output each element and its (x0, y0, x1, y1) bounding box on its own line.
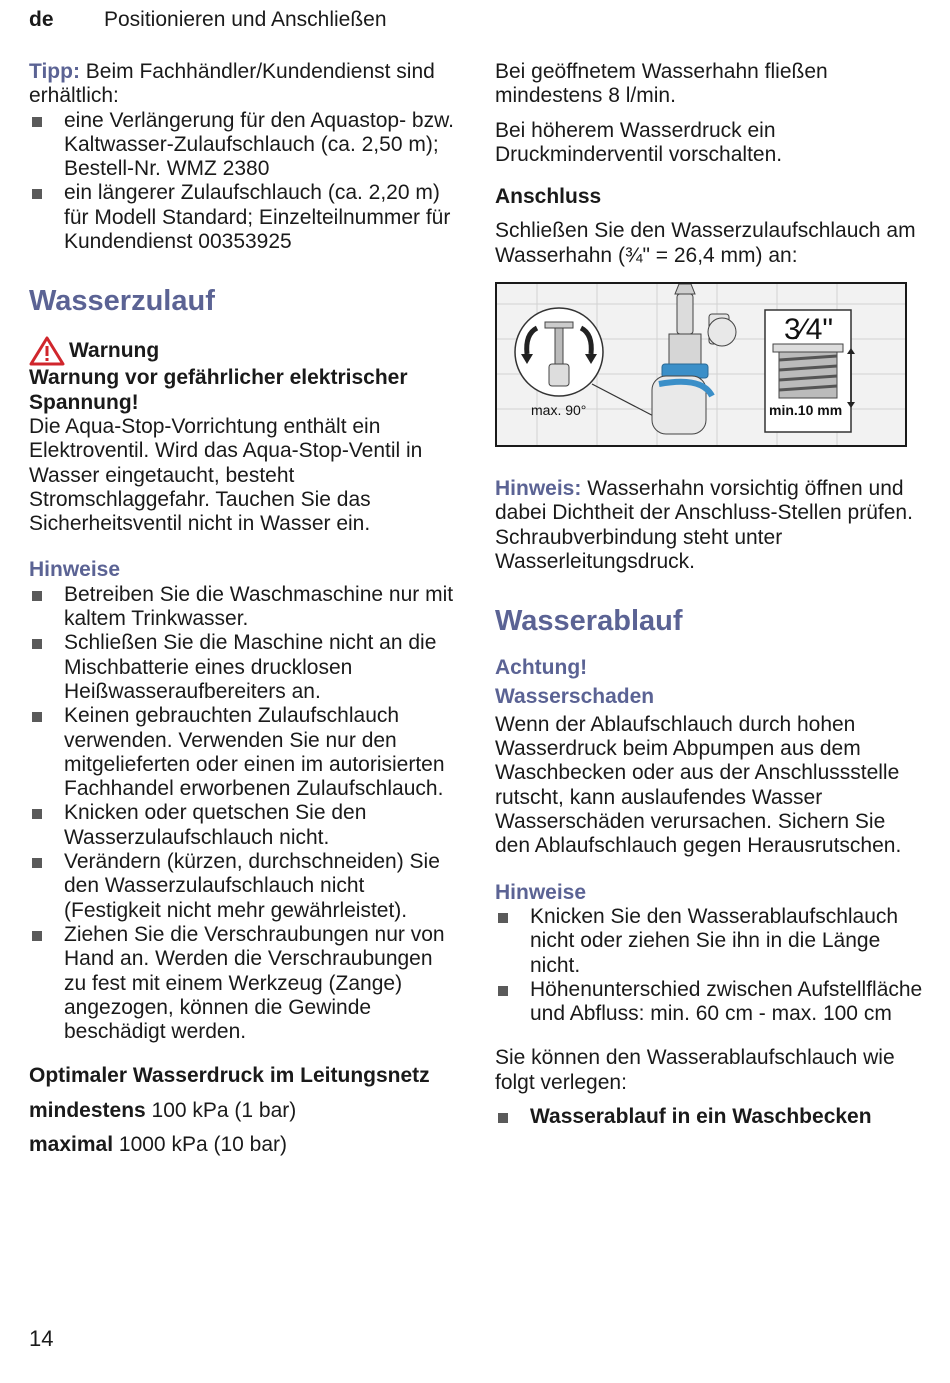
hint-paragraph (495, 477, 925, 574)
angle-label: max. 90° (531, 402, 587, 419)
pressure-title: Optimaler Wasserdruck im Leitungsnetz (29, 1064, 430, 1088)
list-item: Knicken Sie den Wasserablaufschlauch nicht oder ziehen Sie ihn in die Länge nicht. (495, 905, 925, 978)
warning-triangle-icon (29, 336, 65, 366)
warning-subtitle: Warnung vor gefährlicher elektrischer Spannung! (29, 366, 408, 414)
pressure-min-label: mindestens (29, 1098, 146, 1122)
tip-label: Tipp: (29, 60, 80, 83)
warning-heading (29, 336, 459, 366)
connection-text: Schließen Sie den Wasserzulaufschlauch am Wasserhahn (¾" = 26,4 mm) an: (495, 219, 916, 267)
list-item: Keinen gebrauchten Zulaufschlauch verwenden. Verwenden Sie nur den mitgelieferten oder einen im autorisierten Fachhandel erworbenen Zulaufschlauch. (29, 704, 459, 801)
page-number: 14 (29, 1326, 54, 1351)
tap-rotation-detail (515, 308, 603, 396)
hint-text: Wasserhahn vorsichtig öffnen und dabei Dichtheit der Anschluss-Stellen prüfen. Schraubverbindung steht unter Wasserleitungsdruck. (495, 477, 913, 573)
drain-notes-title: Hinweise (495, 880, 587, 904)
list-item: eine Verlängerung für den Aquastop- bzw. Kaltwasser-Zulaufschlauch (ca. 2,50 m); Bestell-Nr. WMZ 2380 (29, 109, 459, 182)
connection-title: Anschluss (495, 185, 602, 209)
pressure-min (29, 1099, 459, 1123)
min-length-label: min.10 mm (769, 402, 843, 419)
language-code: de (29, 8, 54, 31)
list-item: Betreiben Sie die Waschmaschine nur mit kaltem Trinkwasser. (29, 583, 459, 632)
tip-list (29, 109, 459, 255)
flow-text: Bei geöffnetem Wasserhahn fließen mindestens 8 l/min. (495, 60, 828, 108)
tap-and-aquastop (652, 284, 736, 434)
left-column (29, 60, 459, 1157)
drain-notes-list (495, 905, 925, 1026)
header-title: Positionieren und Anschließen (104, 8, 387, 31)
list-item: Schließen Sie die Maschine nicht an die Mischbatterie eines drucklosen Heißwasseraufbereiters an. (29, 631, 459, 704)
fraction-label: 3⁄4" (784, 313, 834, 347)
caution-label: Achtung! (495, 656, 588, 680)
section-title-wasserablauf: Wasserablauf (495, 605, 683, 638)
tap-connection-drawing (497, 284, 905, 445)
warning-label: Warnung (69, 339, 160, 363)
list-item: Knicken oder quetschen Sie den Wasserzulaufschlauch nicht. (29, 801, 459, 850)
list-item: Wasserablauf in ein Waschbecken (495, 1105, 925, 1129)
tip-text: Beim Fachhändler/Kundendienst sind erhältlich: (29, 60, 435, 108)
pressure-max-value: 1000 kPa (10 bar) (113, 1132, 287, 1156)
pressure-max (29, 1133, 459, 1157)
list-item: Ziehen Sie die Verschraubungen nur von Hand an. Werden die Verschraubungen zu fest mit einem Werkzeug (Zange) angezogen, können die Gewinde beschädigt werden. (29, 923, 459, 1044)
warning-text: Die Aqua-Stop-Vorrichtung enthält ein Elektroventil. Wird das Aqua-Stop-Ventil in Wasser eingetaucht, besteht Stromschlaggefahr. Tauchen Sie das Sicherheitsventil nicht in Wasser ein. (29, 414, 423, 536)
routing-list (495, 1105, 925, 1129)
connection-illustration (495, 282, 907, 447)
right-column (495, 60, 925, 1129)
notes-list (29, 583, 459, 1045)
list-item: Höhenunterschied zwischen Aufstellfläche und Abfluss: min. 60 cm - max. 100 cm (495, 978, 925, 1027)
pressure-min-value: 100 kPa (1 bar) (145, 1098, 297, 1122)
pressure-reducer-text: Bei höherem Wasserdruck ein Druckminderventil vorschalten. (495, 118, 783, 166)
hint-label: Hinweis: (495, 477, 582, 501)
page-header (29, 8, 387, 32)
caution-text: Wenn der Ablaufschlauch durch hohen Wasserdruck beim Abpumpen aus dem Waschbecken oder aus der Anschlussstelle rutscht, kann auslaufendes Wasser Wasserschäden verursachen. Sichern Sie den Ablaufschlauch gegen Herausrutschen. (495, 712, 902, 858)
routing-text: Sie können den Wasserablaufschlauch wie folgt verlegen: (495, 1046, 895, 1094)
section-title-wasserzulauf: Wasserzulauf (29, 285, 215, 318)
caution-subtitle: Wasserschaden (495, 684, 655, 708)
pressure-max-label: maximal (29, 1132, 114, 1156)
list-item: ein längerer Zulaufschlauch (ca. 2,20 m) für Modell Standard; Einzelteilnummer für Kundendienst 00353925 (29, 181, 459, 254)
notes-title: Hinweise (29, 558, 121, 582)
tip-paragraph (29, 60, 459, 109)
list-item: Verändern (kürzen, durchschneiden) Sie den Wasserzulaufschlauch nicht (Festigkeit nicht mehr gewährleistet). (29, 850, 459, 923)
